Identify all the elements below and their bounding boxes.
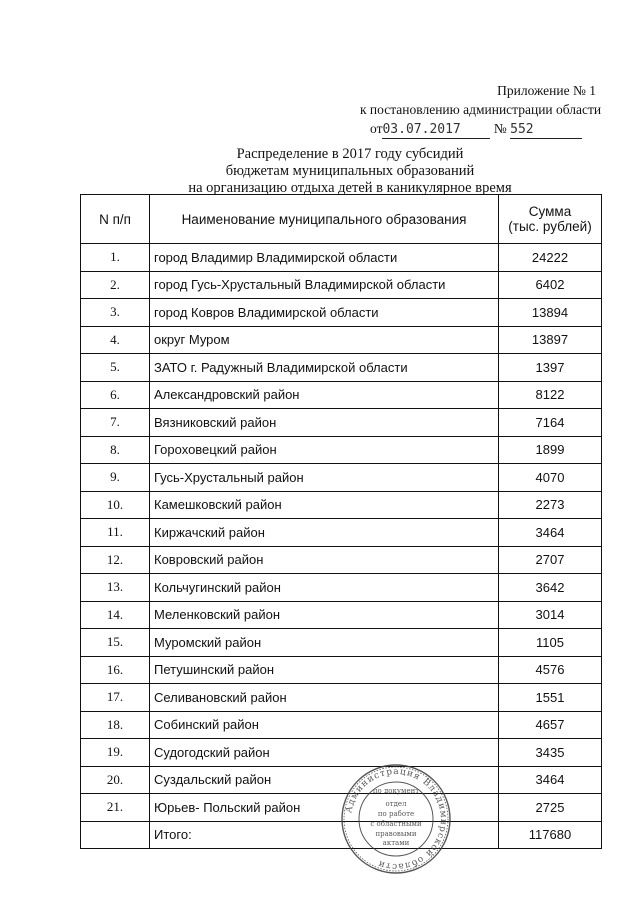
row-sum: 1551 bbox=[499, 684, 602, 712]
row-name: Суздальский район bbox=[150, 766, 499, 794]
title-line-3: на организацию отдыха детей в каникулярное время bbox=[188, 180, 512, 196]
row-number: 6. bbox=[81, 381, 150, 409]
row-name: ЗАТО г. Радужный Владимирской области bbox=[150, 354, 499, 382]
row-sum: 13897 bbox=[499, 326, 602, 354]
row-number: 17. bbox=[81, 684, 150, 712]
table-row bbox=[81, 684, 602, 712]
row-name: Александровский район bbox=[150, 381, 499, 409]
row-sum: 2273 bbox=[499, 491, 602, 519]
header-num: N п/п bbox=[81, 195, 150, 244]
total-empty bbox=[81, 821, 150, 849]
stamp-line-1: отдел bbox=[385, 800, 407, 808]
row-number: 19. bbox=[81, 739, 150, 767]
row-number: 12. bbox=[81, 546, 150, 574]
row-sum: 8122 bbox=[499, 381, 602, 409]
row-sum: 2707 bbox=[499, 546, 602, 574]
row-sum: 6402 bbox=[499, 271, 602, 299]
row-number: 4. bbox=[81, 326, 150, 354]
table-row bbox=[81, 436, 602, 464]
row-name: Муромский район bbox=[150, 629, 499, 657]
row-name: Гороховецкий район bbox=[150, 436, 499, 464]
row-name: Вязниковский район bbox=[150, 409, 499, 437]
row-sum: 3464 bbox=[499, 766, 602, 794]
row-name: Петушинский район bbox=[150, 656, 499, 684]
row-sum: 1105 bbox=[499, 629, 602, 657]
row-number: 10. bbox=[81, 491, 150, 519]
row-sum: 24222 bbox=[499, 244, 602, 272]
header-sum-line1: Сумма bbox=[528, 204, 572, 219]
table-row bbox=[81, 491, 602, 519]
row-number: 3. bbox=[81, 299, 150, 327]
row-number: 5. bbox=[81, 354, 150, 382]
row-sum: 1397 bbox=[499, 354, 602, 382]
row-name: Селивановский район bbox=[150, 684, 499, 712]
row-number: 21. bbox=[81, 794, 150, 822]
table-row bbox=[81, 354, 602, 382]
row-number: 16. bbox=[81, 656, 150, 684]
table-row bbox=[81, 739, 602, 767]
header-sum-line2: (тыс. рублей) bbox=[508, 219, 592, 234]
title-line-2: бюджетам муниципальных образований bbox=[225, 163, 475, 179]
row-sum: 3014 bbox=[499, 601, 602, 629]
table-row bbox=[81, 656, 602, 684]
row-sum: 7164 bbox=[499, 409, 602, 437]
row-number: 1. bbox=[81, 244, 150, 272]
table-row bbox=[81, 409, 602, 437]
row-number: 8. bbox=[81, 436, 150, 464]
row-number: 13. bbox=[81, 574, 150, 602]
table-row bbox=[81, 519, 602, 547]
table-row bbox=[81, 326, 602, 354]
row-name: Судогодский район bbox=[150, 739, 499, 767]
row-sum: 2725 bbox=[499, 794, 602, 822]
table-row bbox=[81, 574, 602, 602]
title-line-1: Распределение в 2017 году субсидий bbox=[236, 146, 464, 162]
document-title bbox=[130, 146, 570, 197]
table-header-row bbox=[81, 195, 602, 244]
official-stamp bbox=[340, 763, 452, 875]
row-name: город Владимир Владимирской области bbox=[150, 244, 499, 272]
row-sum: 3642 bbox=[499, 574, 602, 602]
row-sum: 4070 bbox=[499, 464, 602, 492]
table-row bbox=[81, 601, 602, 629]
appendix-block bbox=[360, 81, 600, 139]
stamp-line-5: актами bbox=[382, 839, 410, 847]
table-row bbox=[81, 244, 602, 272]
date-prefix: от bbox=[370, 121, 383, 136]
row-number: 20. bbox=[81, 766, 150, 794]
number-value: 552 bbox=[510, 122, 582, 139]
table-row bbox=[81, 629, 602, 657]
row-number: 11. bbox=[81, 519, 150, 547]
row-sum: 3464 bbox=[499, 519, 602, 547]
row-sum: 4576 bbox=[499, 656, 602, 684]
row-name: Меленковский район bbox=[150, 601, 499, 629]
table-row bbox=[81, 464, 602, 492]
row-name: Ковровский район bbox=[150, 546, 499, 574]
subsidy-table bbox=[80, 194, 602, 849]
stamp-ring-text: Администрация Владимирской области bbox=[344, 766, 449, 872]
table-row bbox=[81, 271, 602, 299]
row-number: 14. bbox=[81, 601, 150, 629]
row-number: 18. bbox=[81, 711, 150, 739]
row-sum: 4657 bbox=[499, 711, 602, 739]
total-sum: 117680 bbox=[499, 821, 602, 849]
table-row bbox=[81, 711, 602, 739]
total-label: Итого: bbox=[150, 821, 499, 849]
stamp-line-2: по работе bbox=[377, 810, 415, 818]
row-name: город Гусь-Хрустальный Владимирской области bbox=[150, 271, 499, 299]
row-name: Собинский район bbox=[150, 711, 499, 739]
date-value: 03.07.2017 bbox=[382, 122, 490, 139]
row-number: 15. bbox=[81, 629, 150, 657]
row-name: округ Муром bbox=[150, 326, 499, 354]
row-sum: 13894 bbox=[499, 299, 602, 327]
row-name: город Ковров Владимирской области bbox=[150, 299, 499, 327]
row-name: Гусь-Хрустальный район bbox=[150, 464, 499, 492]
appendix-subtitle: к постановлению администрации области bbox=[360, 102, 602, 117]
row-name: Камешковский район bbox=[150, 491, 499, 519]
number-prefix: № bbox=[493, 121, 507, 136]
appendix-title: Приложение № 1 bbox=[497, 83, 596, 98]
appendix-date-number bbox=[370, 119, 600, 139]
row-number: 7. bbox=[81, 409, 150, 437]
table-row bbox=[81, 381, 602, 409]
table-row bbox=[81, 299, 602, 327]
header-name: Наименование муниципального образования bbox=[150, 195, 499, 244]
stamp-top-text: по документ bbox=[372, 787, 420, 795]
stamp-line-3: с областными bbox=[370, 820, 422, 828]
row-sum: 1899 bbox=[499, 436, 602, 464]
row-name: Юрьев- Польский район bbox=[150, 794, 499, 822]
row-number: 9. bbox=[81, 464, 150, 492]
row-sum: 3435 bbox=[499, 739, 602, 767]
row-number: 2. bbox=[81, 271, 150, 299]
row-name: Кольчугинский район bbox=[150, 574, 499, 602]
stamp-line-4: правовыми bbox=[375, 830, 417, 838]
row-name: Киржачский район bbox=[150, 519, 499, 547]
table-row bbox=[81, 546, 602, 574]
header-sum bbox=[499, 195, 602, 244]
